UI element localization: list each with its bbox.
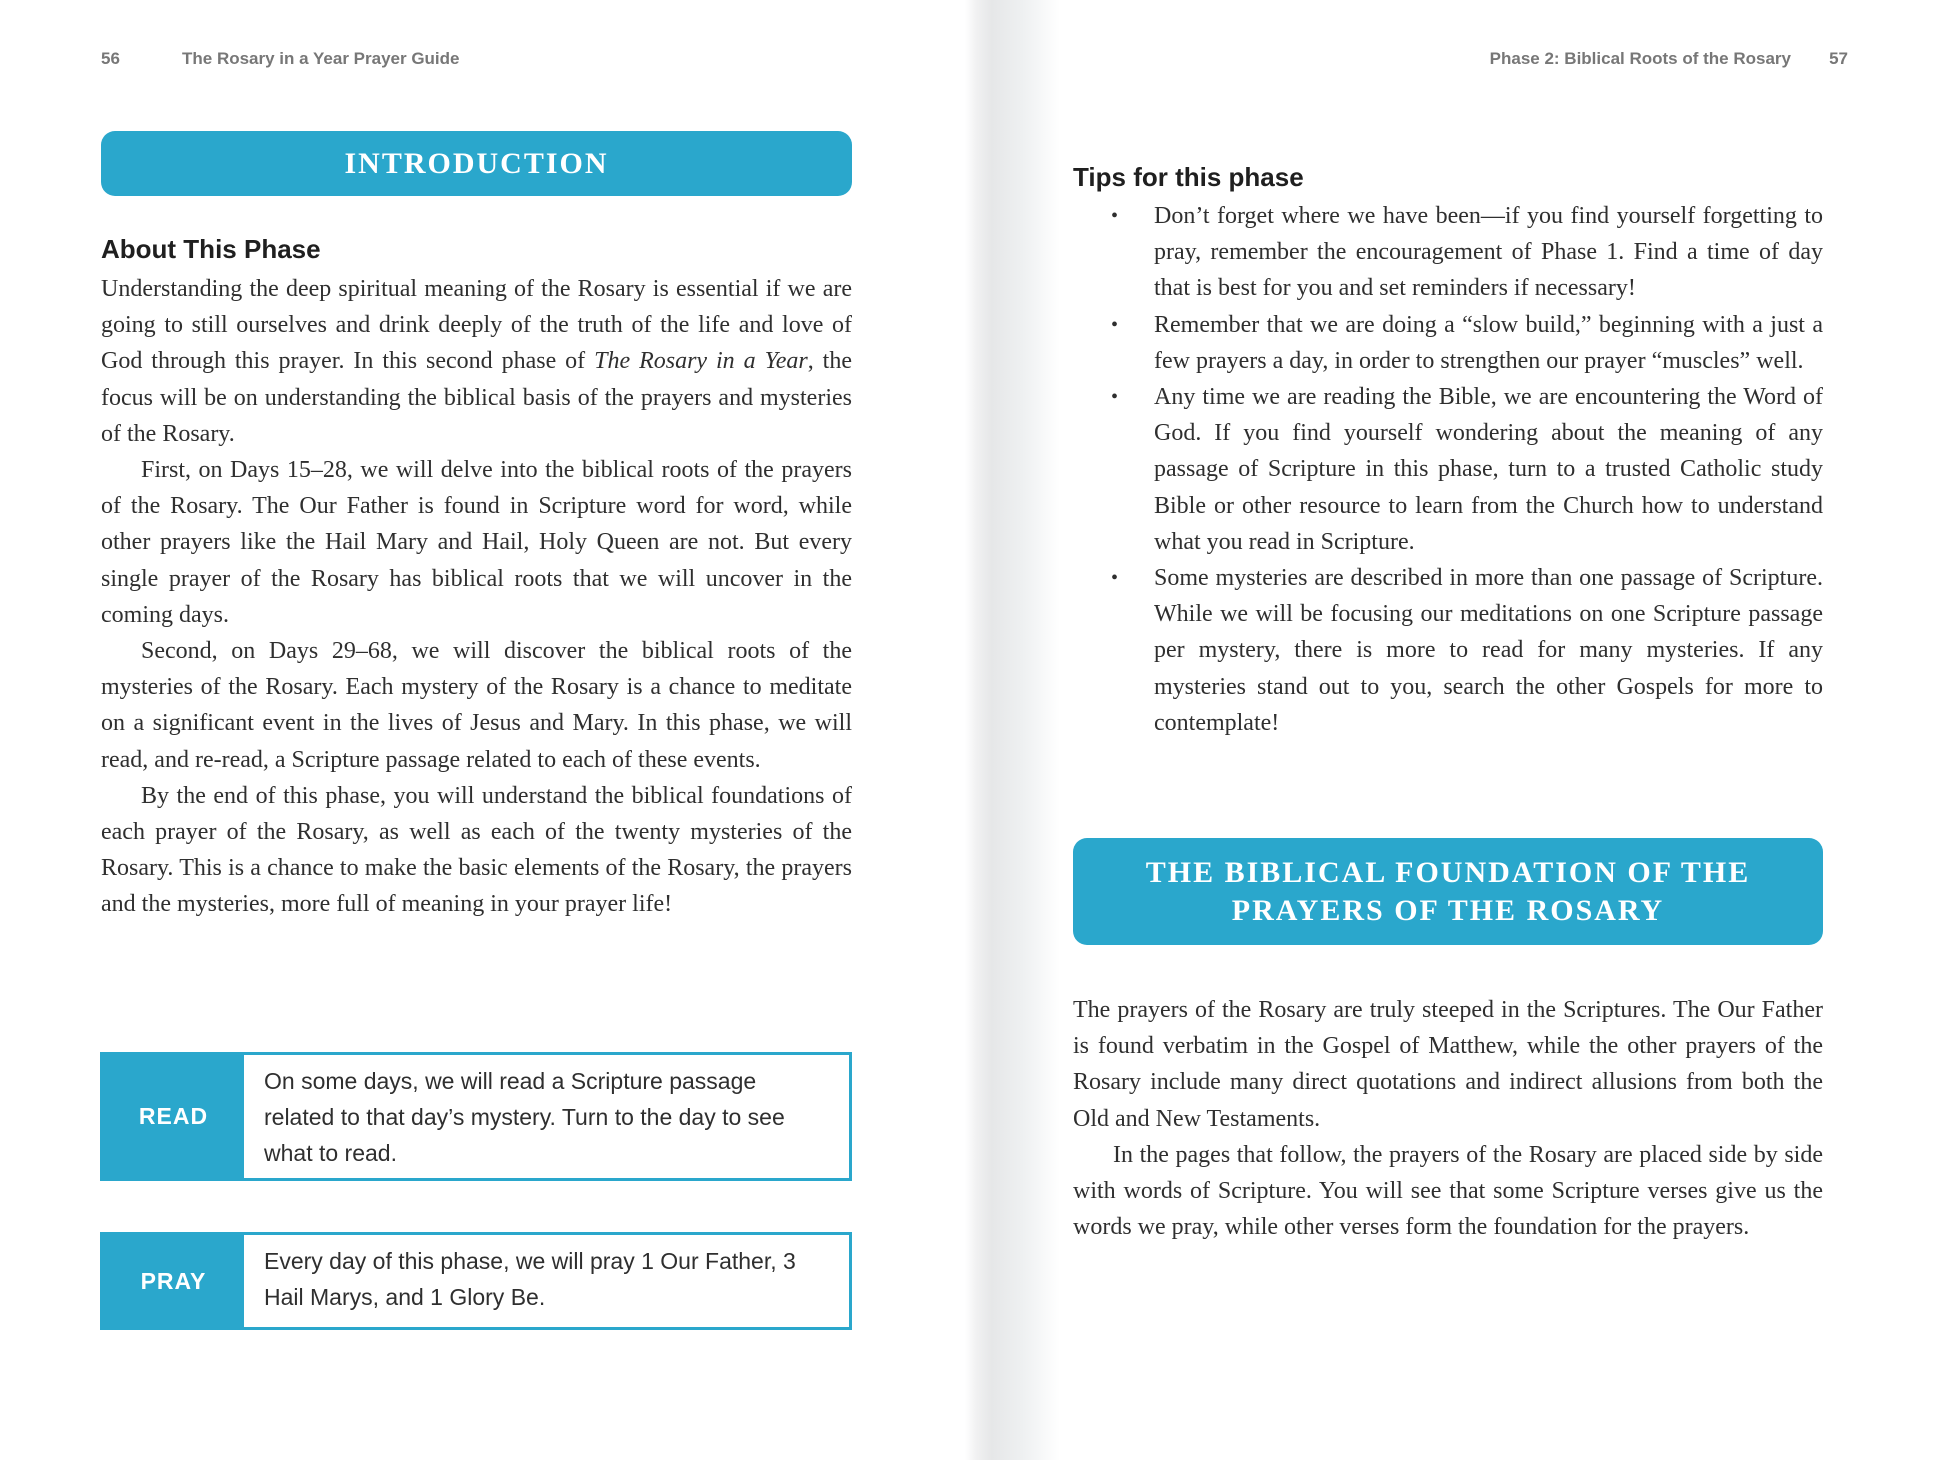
read-label: READ bbox=[103, 1055, 244, 1178]
running-title: The Rosary in a Year Prayer Guide bbox=[182, 49, 460, 68]
paragraph: Understanding the deep spiritual meaning of the Rosary is essential if we are going to still ourselves and drink deeply of the truth of the life and love of God through this prayer. In this second phase of The Rosary in a Year, the focus will be on understanding the biblical basis of the prayers and mysteries of the Rosary. bbox=[101, 276, 852, 447]
biblical-foundation-banner bbox=[1073, 838, 1823, 945]
paragraph: Second, on Days 29–68, we will discover the biblical roots of the mysteries of the Rosary. Each mystery of the Rosary is a chance to meditate on a significant event in the lives of Jesus and Mary. In this phase, we will read, and re-read, a Scripture passage related to each of these events. bbox=[101, 638, 852, 773]
bullet-icon: • bbox=[1111, 313, 1119, 336]
read-callout bbox=[100, 1052, 852, 1181]
list-item: • Don’t forget where we have been—if you find yourself forgetting to pray, remember the encouragement of Phase 1. Find a time of day that is best for you and set reminders if necessary! bbox=[1073, 198, 1823, 307]
list-item: • Remember that we are doing a “slow build,” beginning with a just a few prayers a day, in order to strengthen our prayer “muscles” well. bbox=[1073, 307, 1823, 379]
right-page bbox=[978, 0, 1946, 1460]
running-title: Phase 2: Biblical Roots of the Rosary bbox=[1489, 49, 1791, 68]
introduction-banner: INTRODUCTION bbox=[101, 131, 852, 196]
pray-callout bbox=[100, 1232, 852, 1330]
page-number: 56 bbox=[101, 49, 120, 68]
tips-list bbox=[1073, 198, 1823, 741]
banner-line: PRAYERS OF THE ROSARY bbox=[1231, 893, 1665, 927]
list-item: • Any time we are reading the Bible, we are encountering the Word of God. If you find yourself wondering about the meaning of any passage of Scripture in this phase, turn to a trusted Catholic study Bible or other resource to learn from the Church how to understand what you read in Scripture. bbox=[1073, 379, 1823, 560]
page-number: 57 bbox=[1829, 49, 1848, 68]
banner-line: THE BIBLICAL FOUNDATION OF THE bbox=[1145, 855, 1751, 889]
paragraph: First, on Days 15–28, we will delve into the biblical roots of the prayers of the Rosary. The Our Father is found in Scripture word for word, while other prayers like the Hail Mary and Hail, Holy Queen are not. But every single prayer of the Rosary has biblical roots that we will uncover in the coming days. bbox=[101, 457, 852, 628]
bullet-icon: • bbox=[1111, 205, 1119, 227]
pray-text: Every day of this phase, we will pray 1 Our Father, 3 Hail Marys, and 1 Glory Be. bbox=[264, 1248, 796, 1310]
section-heading: About This Phase bbox=[101, 234, 321, 264]
bullet-icon: • bbox=[1111, 386, 1119, 409]
paragraph: By the end of this phase, you will understand the biblical foundations of each prayer of the Rosary, as well as each of the twenty mysteries of the Rosary. This is a chance to make the basic elements of the Rosary, the prayers and the mysteries, more full of meaning in your prayer life! bbox=[101, 782, 852, 918]
paragraph: The prayers of the Rosary are truly steeped in the Scriptures. The Our Father is found verbatim in the Gospel of Matthew, while the other prayers of the Rosary include many direct quotations and indirect allusions from both the Old and New Testaments. bbox=[1073, 997, 1823, 1132]
read-text: On some days, we will read a Scripture passage related to that day’s mystery. Turn to the day to see what to read. bbox=[264, 1068, 785, 1166]
intro-body bbox=[101, 271, 852, 923]
book-title-italic: The Rosary in a Year bbox=[594, 348, 808, 375]
paragraph: In the pages that follow, the prayers of the Rosary are placed side by side with words of Scripture. You will see that some Scripture verses give us the words we pray, while other verses form the foundation for the prayers. bbox=[1073, 1141, 1823, 1241]
foundation-body bbox=[1073, 992, 1823, 1245]
pray-label: PRAY bbox=[103, 1235, 244, 1327]
list-item: • Some mysteries are described in more than one passage of Scripture. While we will be focusing our meditations on one Scripture passage per mystery, there is more to read for many mysteries. If any mysteries stand out to you, search the other Gospels for more to contemplate! bbox=[1073, 560, 1823, 741]
tips-heading: Tips for this phase bbox=[1073, 162, 1304, 192]
bullet-icon: • bbox=[1111, 567, 1119, 590]
